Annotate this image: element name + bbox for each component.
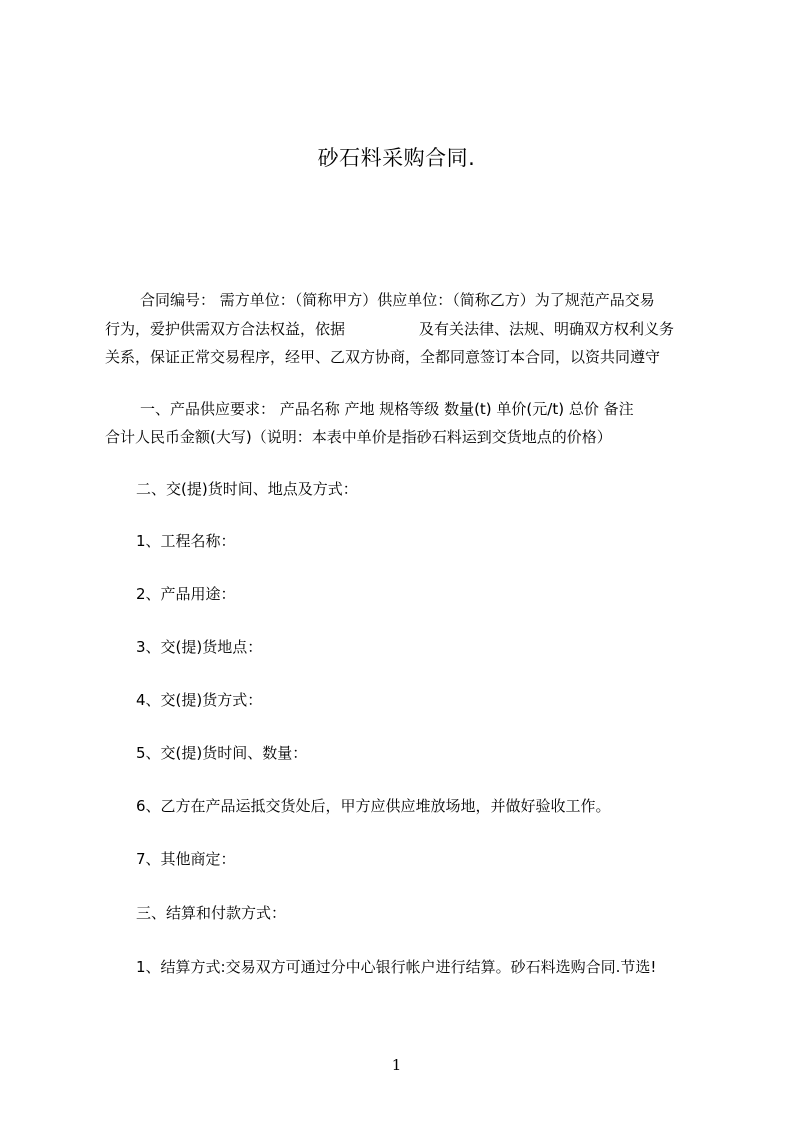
list-item: 2、产品用途：	[136, 585, 236, 603]
section-1-line-1: 一、产品供应要求： 产品名称 产地 规格等级 数量(t) 单价(元/t) 总价 备注	[140, 400, 634, 418]
section-3-heading: 三、结算和付款方式：	[136, 904, 287, 922]
list-item: 7、其他商定：	[136, 850, 236, 868]
list-item: 6、乙方在产品运抵交货处后，甲方应供应堆放场地，并做好验收工作。	[136, 797, 611, 815]
list-item: 3、交(提)货地点：	[136, 638, 263, 656]
list-item: 1、工程名称：	[136, 532, 236, 550]
intro-line-1: 合同编号： 需方单位：（简称甲方）供应单位：（简称乙方）为了规范产品交易	[140, 291, 655, 309]
list-item: 5、交(提)货时间、数量：	[136, 744, 308, 762]
intro-line-2-post: 及有关法律、法规、明确双方权利义务	[419, 320, 675, 338]
settlement-line: 1、结算方式:交易双方可通过分中心银行帐户进行结算。砂石料选购合同.节选!	[136, 958, 657, 976]
section-1-line-2: 合计人民币金额(大写)（说明：本表中单价是指砂石料运到交货地点的价格）	[105, 428, 612, 446]
document-title: 砂石料采购合同.	[317, 146, 476, 170]
page-number: 1	[391, 1056, 402, 1074]
intro-line-2	[105, 319, 708, 339]
intro-line-2-pre: 行为，爱护供需双方合法权益，依据	[105, 320, 346, 338]
section-2-heading: 二、交(提)货时间、地点及方式：	[136, 480, 358, 498]
intro-line-3: 关系，保证正常交易程序，经甲、乙双方协商，全都同意签订本合同，以资共同遵守	[105, 348, 661, 366]
list-item: 4、交(提)货方式：	[136, 691, 263, 709]
